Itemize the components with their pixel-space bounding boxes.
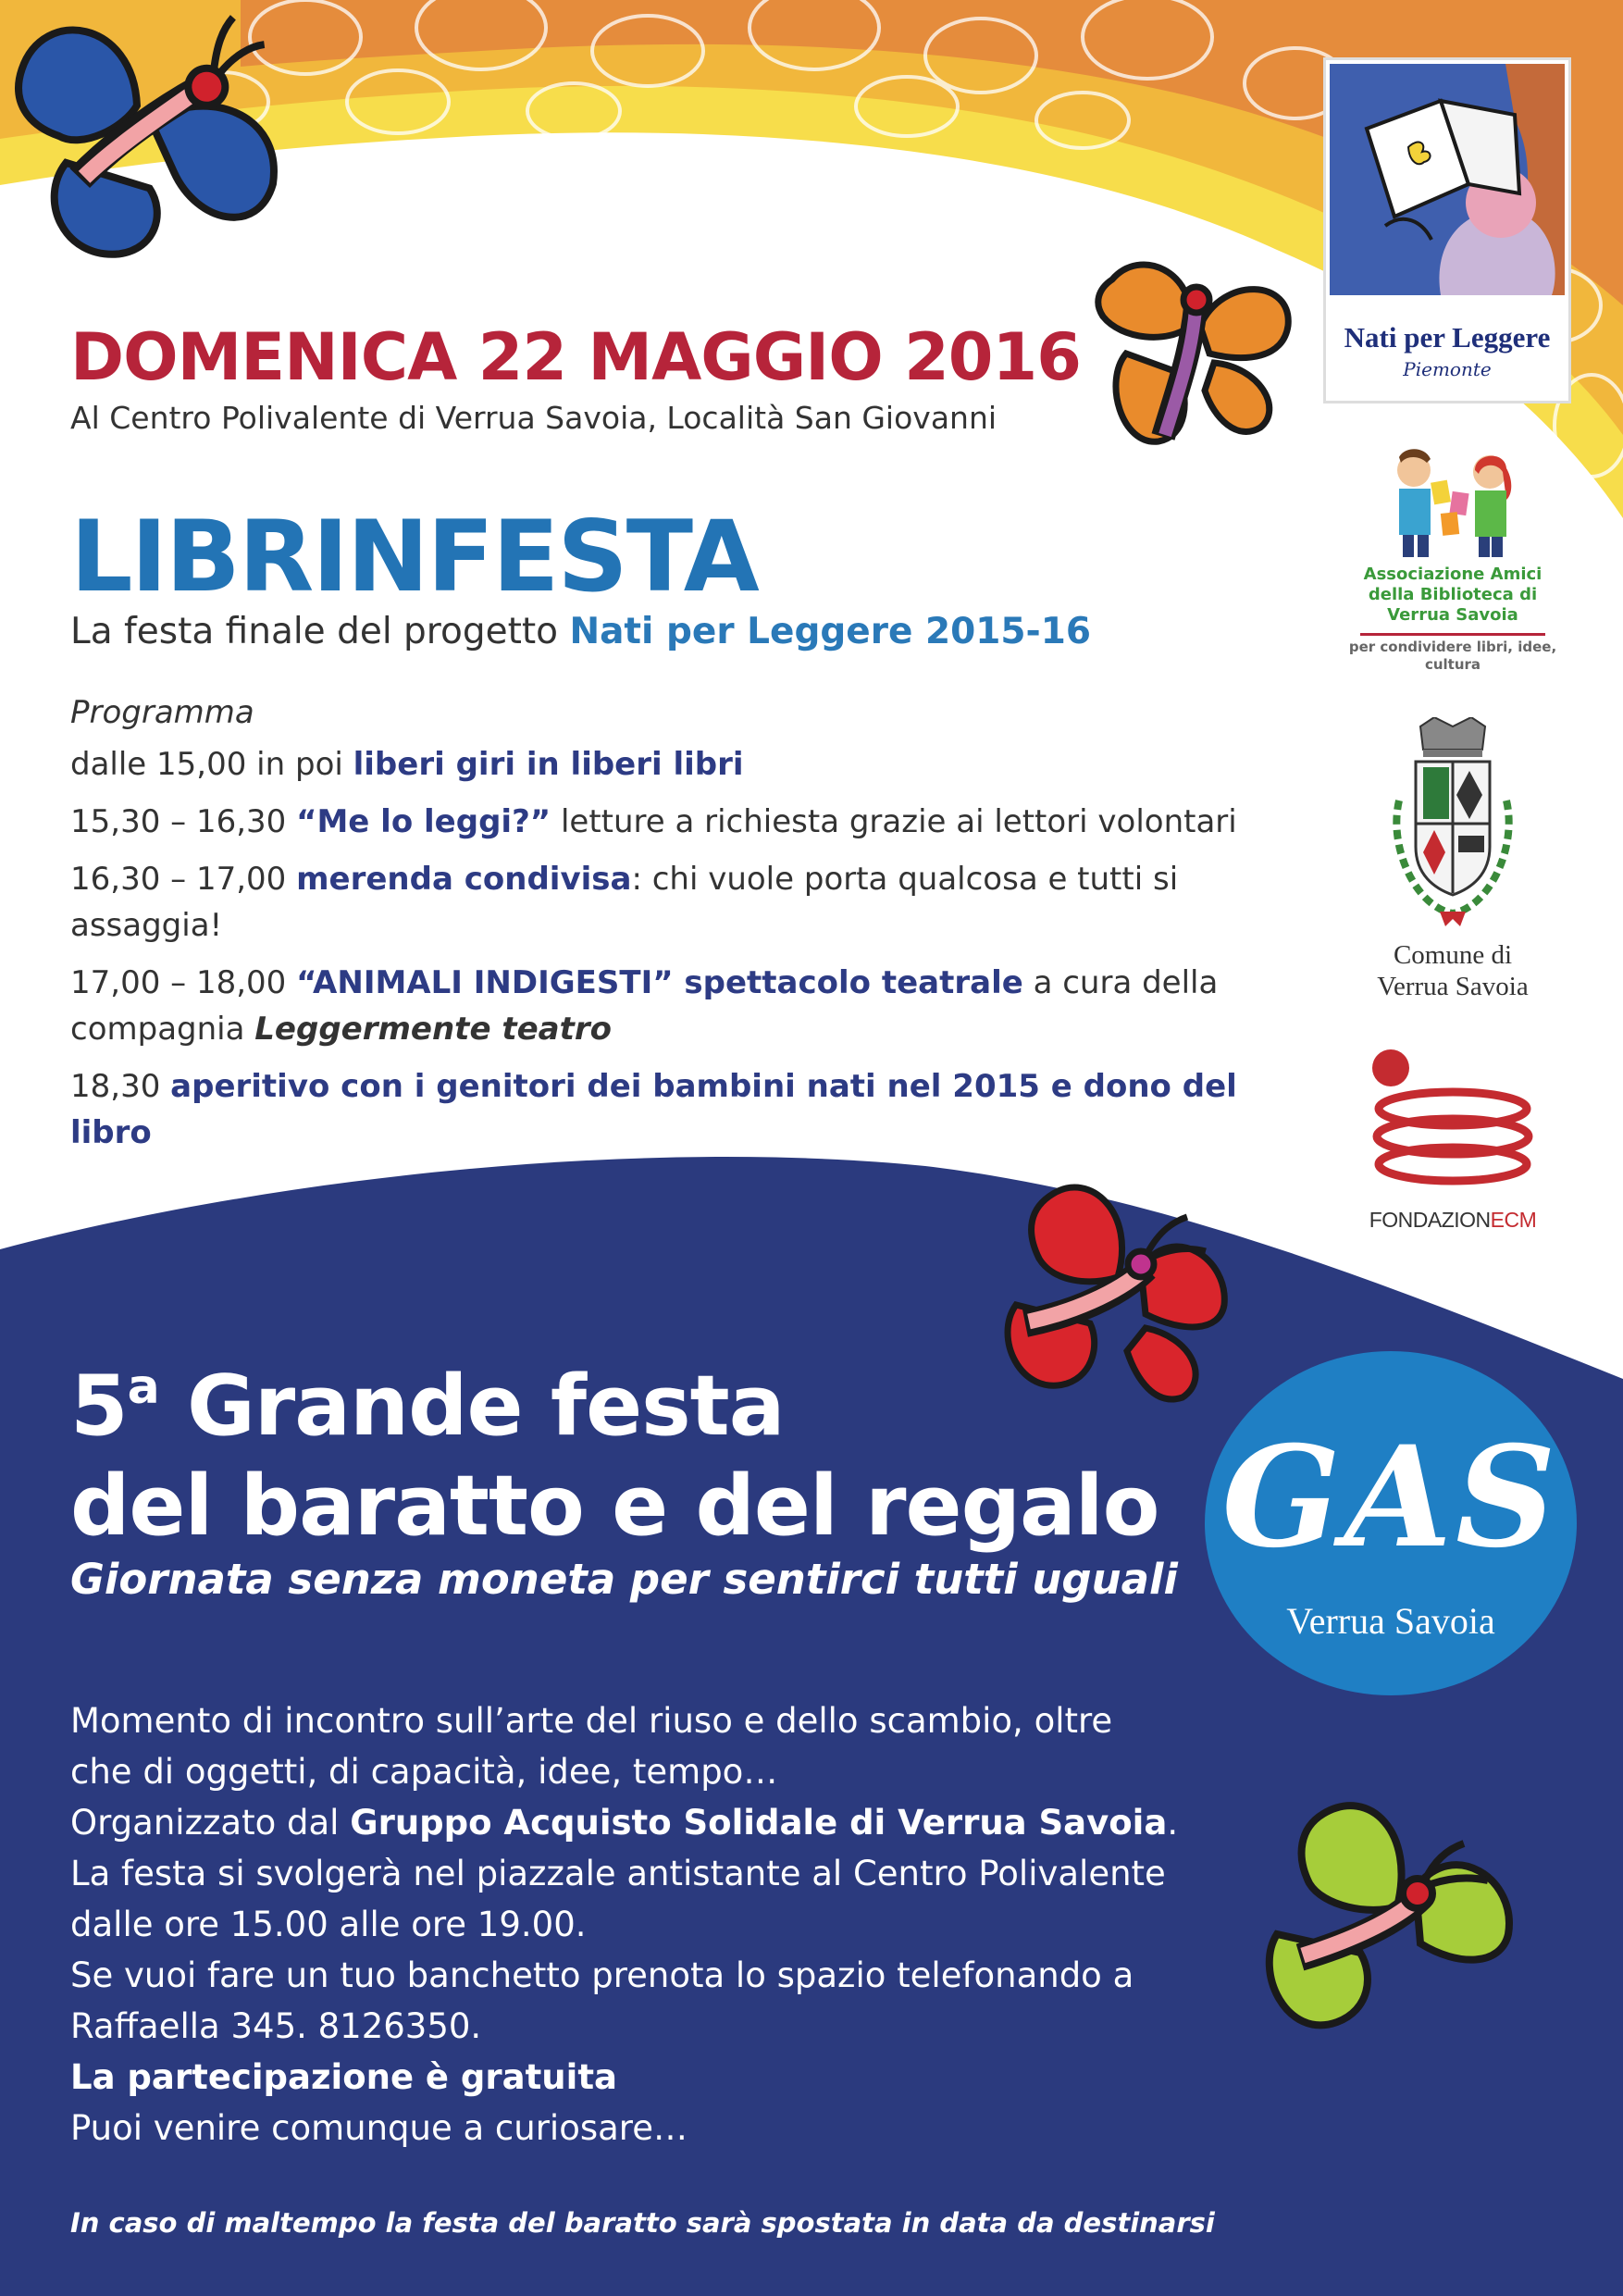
barter-description bbox=[70, 1695, 1273, 2153]
programme-detail: : chi vuole porta qualcosa e tutti si assaggia! bbox=[70, 861, 1179, 944]
barter-title-line2: del baratto e del regalo bbox=[70, 1458, 1159, 1555]
event-subtitle bbox=[70, 611, 1181, 652]
assoc-divider bbox=[1360, 633, 1545, 636]
gas-logo-place: Verrua Savoia bbox=[1286, 1600, 1495, 1642]
event-date: DOMENICA 22 MAGGIO 2016 bbox=[70, 319, 1081, 395]
barter-free-entry: La partecipazione è gratuita bbox=[70, 2057, 617, 2097]
comune-verrua-savoia-logo bbox=[1342, 717, 1564, 1013]
programme-activity: “Me lo leggi?” bbox=[296, 803, 551, 840]
barter-paragraph: La festa si svolgerà nel piazzale antistante al Centro Polivalente dalle ore 15.00 alle ore 19.00. bbox=[70, 1854, 1166, 1944]
programme-section bbox=[70, 689, 1273, 1167]
programme-activity: aperitivo con i genitori dei bambini nati nel 2015 e dono del libro bbox=[70, 1068, 1237, 1151]
programme-time: 16,30 – 17,00 bbox=[70, 861, 297, 898]
programme-company: Leggermente teatro bbox=[254, 1011, 612, 1048]
blue-butterfly-illustration bbox=[7, 0, 304, 278]
programme-detail: a cura della compagnia bbox=[70, 964, 1219, 1048]
nati-per-leggere-logo bbox=[1323, 57, 1571, 403]
barter-organizer-prefix: Organizzato dal bbox=[70, 1803, 351, 1843]
npl-logo-region: Piemonte bbox=[1403, 358, 1492, 380]
barter-title-line1-text: Grande festa bbox=[158, 1358, 785, 1455]
event-location: Al Centro Polivalente di Verrua Savoia, Località San Giovanni bbox=[70, 400, 997, 436]
ecm-label-prefix: FONDAZION bbox=[1369, 1208, 1491, 1232]
subtitle-prefix: La festa finale del progetto bbox=[70, 611, 570, 652]
ecm-label-suffix: ECM bbox=[1490, 1208, 1537, 1232]
assoc-tagline: per condividere libri, idee, cultura bbox=[1348, 639, 1557, 673]
barter-edition-number: 5 bbox=[70, 1358, 128, 1455]
programme-time: dalle 15,00 in poi bbox=[70, 746, 353, 783]
programme-activity: merenda condivisa bbox=[296, 861, 632, 898]
green-butterfly-illustration bbox=[1258, 1795, 1527, 2054]
comune-label bbox=[1342, 939, 1564, 1002]
gas-verrua-savoia-logo bbox=[1205, 1351, 1577, 1695]
subtitle-project-name: Nati per Leggere 2015-16 bbox=[569, 611, 1092, 652]
programme-time: 15,30 – 16,30 bbox=[70, 803, 297, 840]
programme-time: 18,30 bbox=[70, 1068, 171, 1105]
event-title: LIBRINFESTA bbox=[70, 500, 758, 614]
programme-activity: “ANIMALI INDIGESTI” spettacolo teatrale bbox=[296, 964, 1023, 1001]
programme-item bbox=[70, 856, 1208, 949]
programme-activity: liberi giri in liberi libri bbox=[353, 746, 744, 783]
orange-butterfly-illustration bbox=[1084, 252, 1307, 465]
assoc-name: Associazione Amici della Biblioteca di Verrua Savoia bbox=[1363, 565, 1542, 625]
bad-weather-note: In caso di maltempo la festa del baratto sarà spostata in data da destinarsi bbox=[70, 2207, 1215, 2239]
people-with-books-icon bbox=[1379, 444, 1527, 560]
associazione-amici-biblioteca-logo bbox=[1342, 444, 1564, 694]
barter-edition-ordinal: a bbox=[127, 1359, 159, 1415]
barter-title-line1 bbox=[70, 1337, 1227, 1457]
programme-detail: letture a richiesta grazie ai lettori volontari bbox=[551, 803, 1237, 840]
comune-label-line1: Comune di bbox=[1393, 940, 1513, 970]
barter-paragraph bbox=[70, 1797, 1273, 1848]
comune-label-line2: Verrua Savoia bbox=[1377, 972, 1529, 1001]
barter-paragraph: Se vuoi fare un tuo banchetto prenota lo spazio telefonando a Raffaella 345. 8126350. bbox=[70, 1955, 1134, 2046]
reading-child-icon bbox=[1330, 64, 1565, 295]
gas-logo-word: GAS bbox=[1221, 1416, 1560, 1579]
barter-paragraph: Momento di incontro sull’arte del riuso e dello scambio, oltre che di oggetti, di capacità, idee, tempo… bbox=[70, 1701, 1113, 1792]
barter-subtitle: Giornata senza moneta per sentirci tutti uguali bbox=[70, 1555, 1178, 1604]
programme-item bbox=[70, 741, 1273, 788]
barter-organizer-name: Gruppo Acquisto Solidale di Verrua Savoia bbox=[350, 1803, 1168, 1843]
barter-title bbox=[70, 1337, 1227, 1557]
programme-item bbox=[70, 960, 1236, 1052]
programme-time: 17,00 – 18,00 bbox=[70, 964, 297, 1001]
programme-heading: Programma bbox=[70, 694, 254, 731]
barter-organizer-suffix: . bbox=[1167, 1803, 1179, 1843]
programme-item bbox=[70, 799, 1273, 845]
coat-of-arms-icon bbox=[1379, 717, 1527, 930]
npl-logo-name: Nati per Leggere bbox=[1344, 321, 1551, 354]
barter-paragraph: Puoi venire comunque a curiosare… bbox=[70, 2108, 688, 2148]
